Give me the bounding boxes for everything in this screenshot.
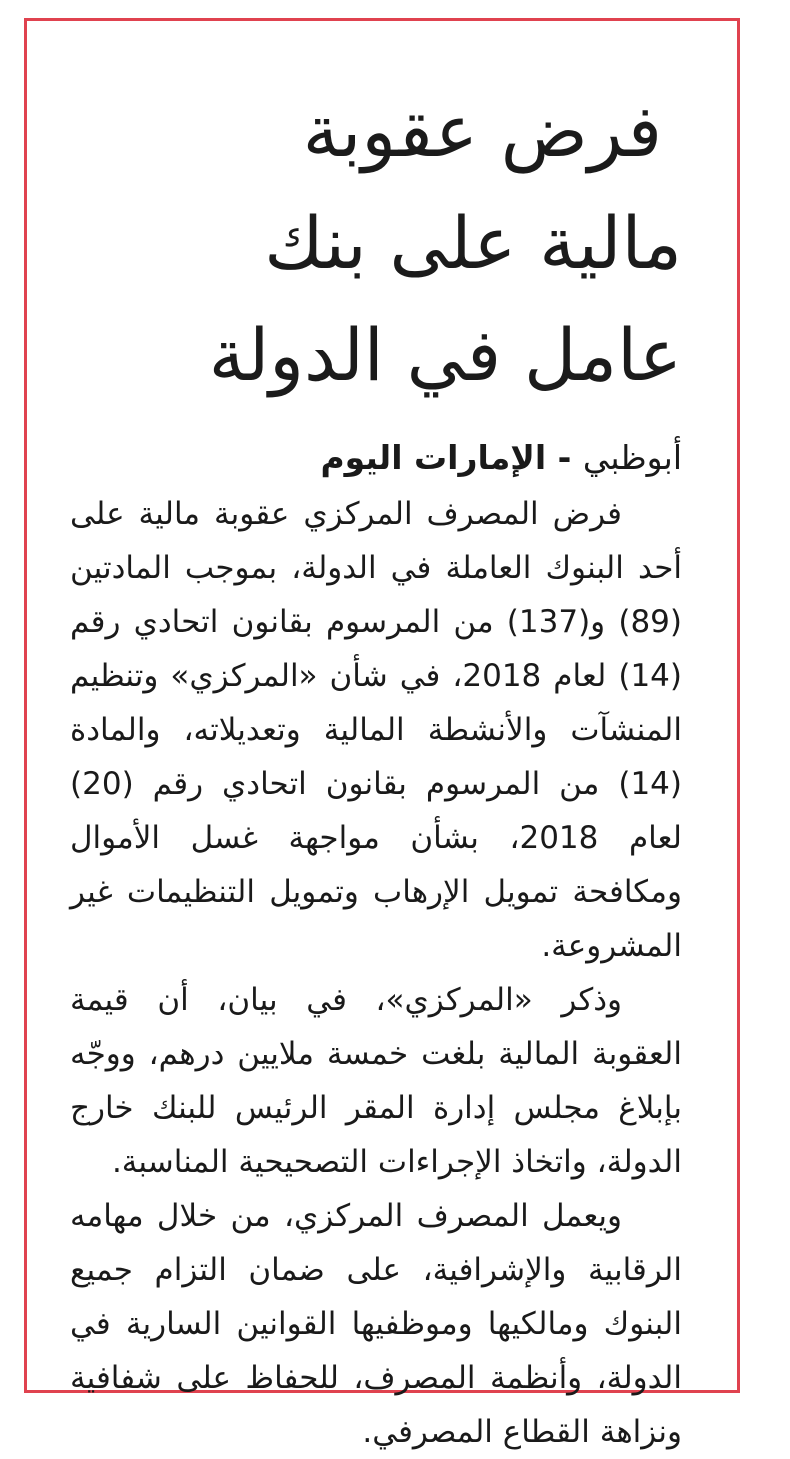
byline-source: الإمارات اليوم xyxy=(320,438,547,477)
byline-location: أبوظبي xyxy=(582,438,682,477)
headline-line: مالية على بنك xyxy=(264,201,682,285)
paragraph: فرض المصرف المركزي عقوبة مالية على أحد البنوك العاملة في الدولة، بموجب المادتين (89) و(137) من المرسوم بقانون اتحادي رقم (14) لعام 2018، في شأن «المركزي» وتنظيم المنشآت والأنشطة المالية وتعديلاته، والمادة (14) من المرسوم بقانون اتحادي رقم (20) لعام 2018، بشأن مواجهة غسل الأموال ومكافحة تمويل الإرهاب وتمويل التنظيمات غير المشروعة. xyxy=(70,496,683,964)
headline xyxy=(70,75,682,411)
paragraph: وذكر «المركزي»، في بيان، أن قيمة العقوبة المالية بلغت خمسة ملايين درهم، ووجّه بإبلاغ مجلس إدارة المقر الرئيس للبنك خارج الدولة، واتخاذ الإجراءات التصحيحية المناسبة. xyxy=(70,982,682,1180)
byline xyxy=(70,433,682,483)
headline-line: عامل في الدولة xyxy=(208,313,682,397)
headline-line: فرض عقوبة xyxy=(302,89,662,173)
article xyxy=(70,75,682,1459)
paragraph: ويعمل المصرف المركزي، من خلال مهامه الرقابية والإشرافية، على ضمان التزام جميع البنوك ومالكيها وموظفيها القوانين السارية في الدولة، وأنظمة المصرف، للحفاظ على شفافية ونزاهة القطاع المصرفي. xyxy=(70,1198,682,1450)
article-body xyxy=(70,487,682,1459)
byline-separator: - xyxy=(546,438,583,477)
